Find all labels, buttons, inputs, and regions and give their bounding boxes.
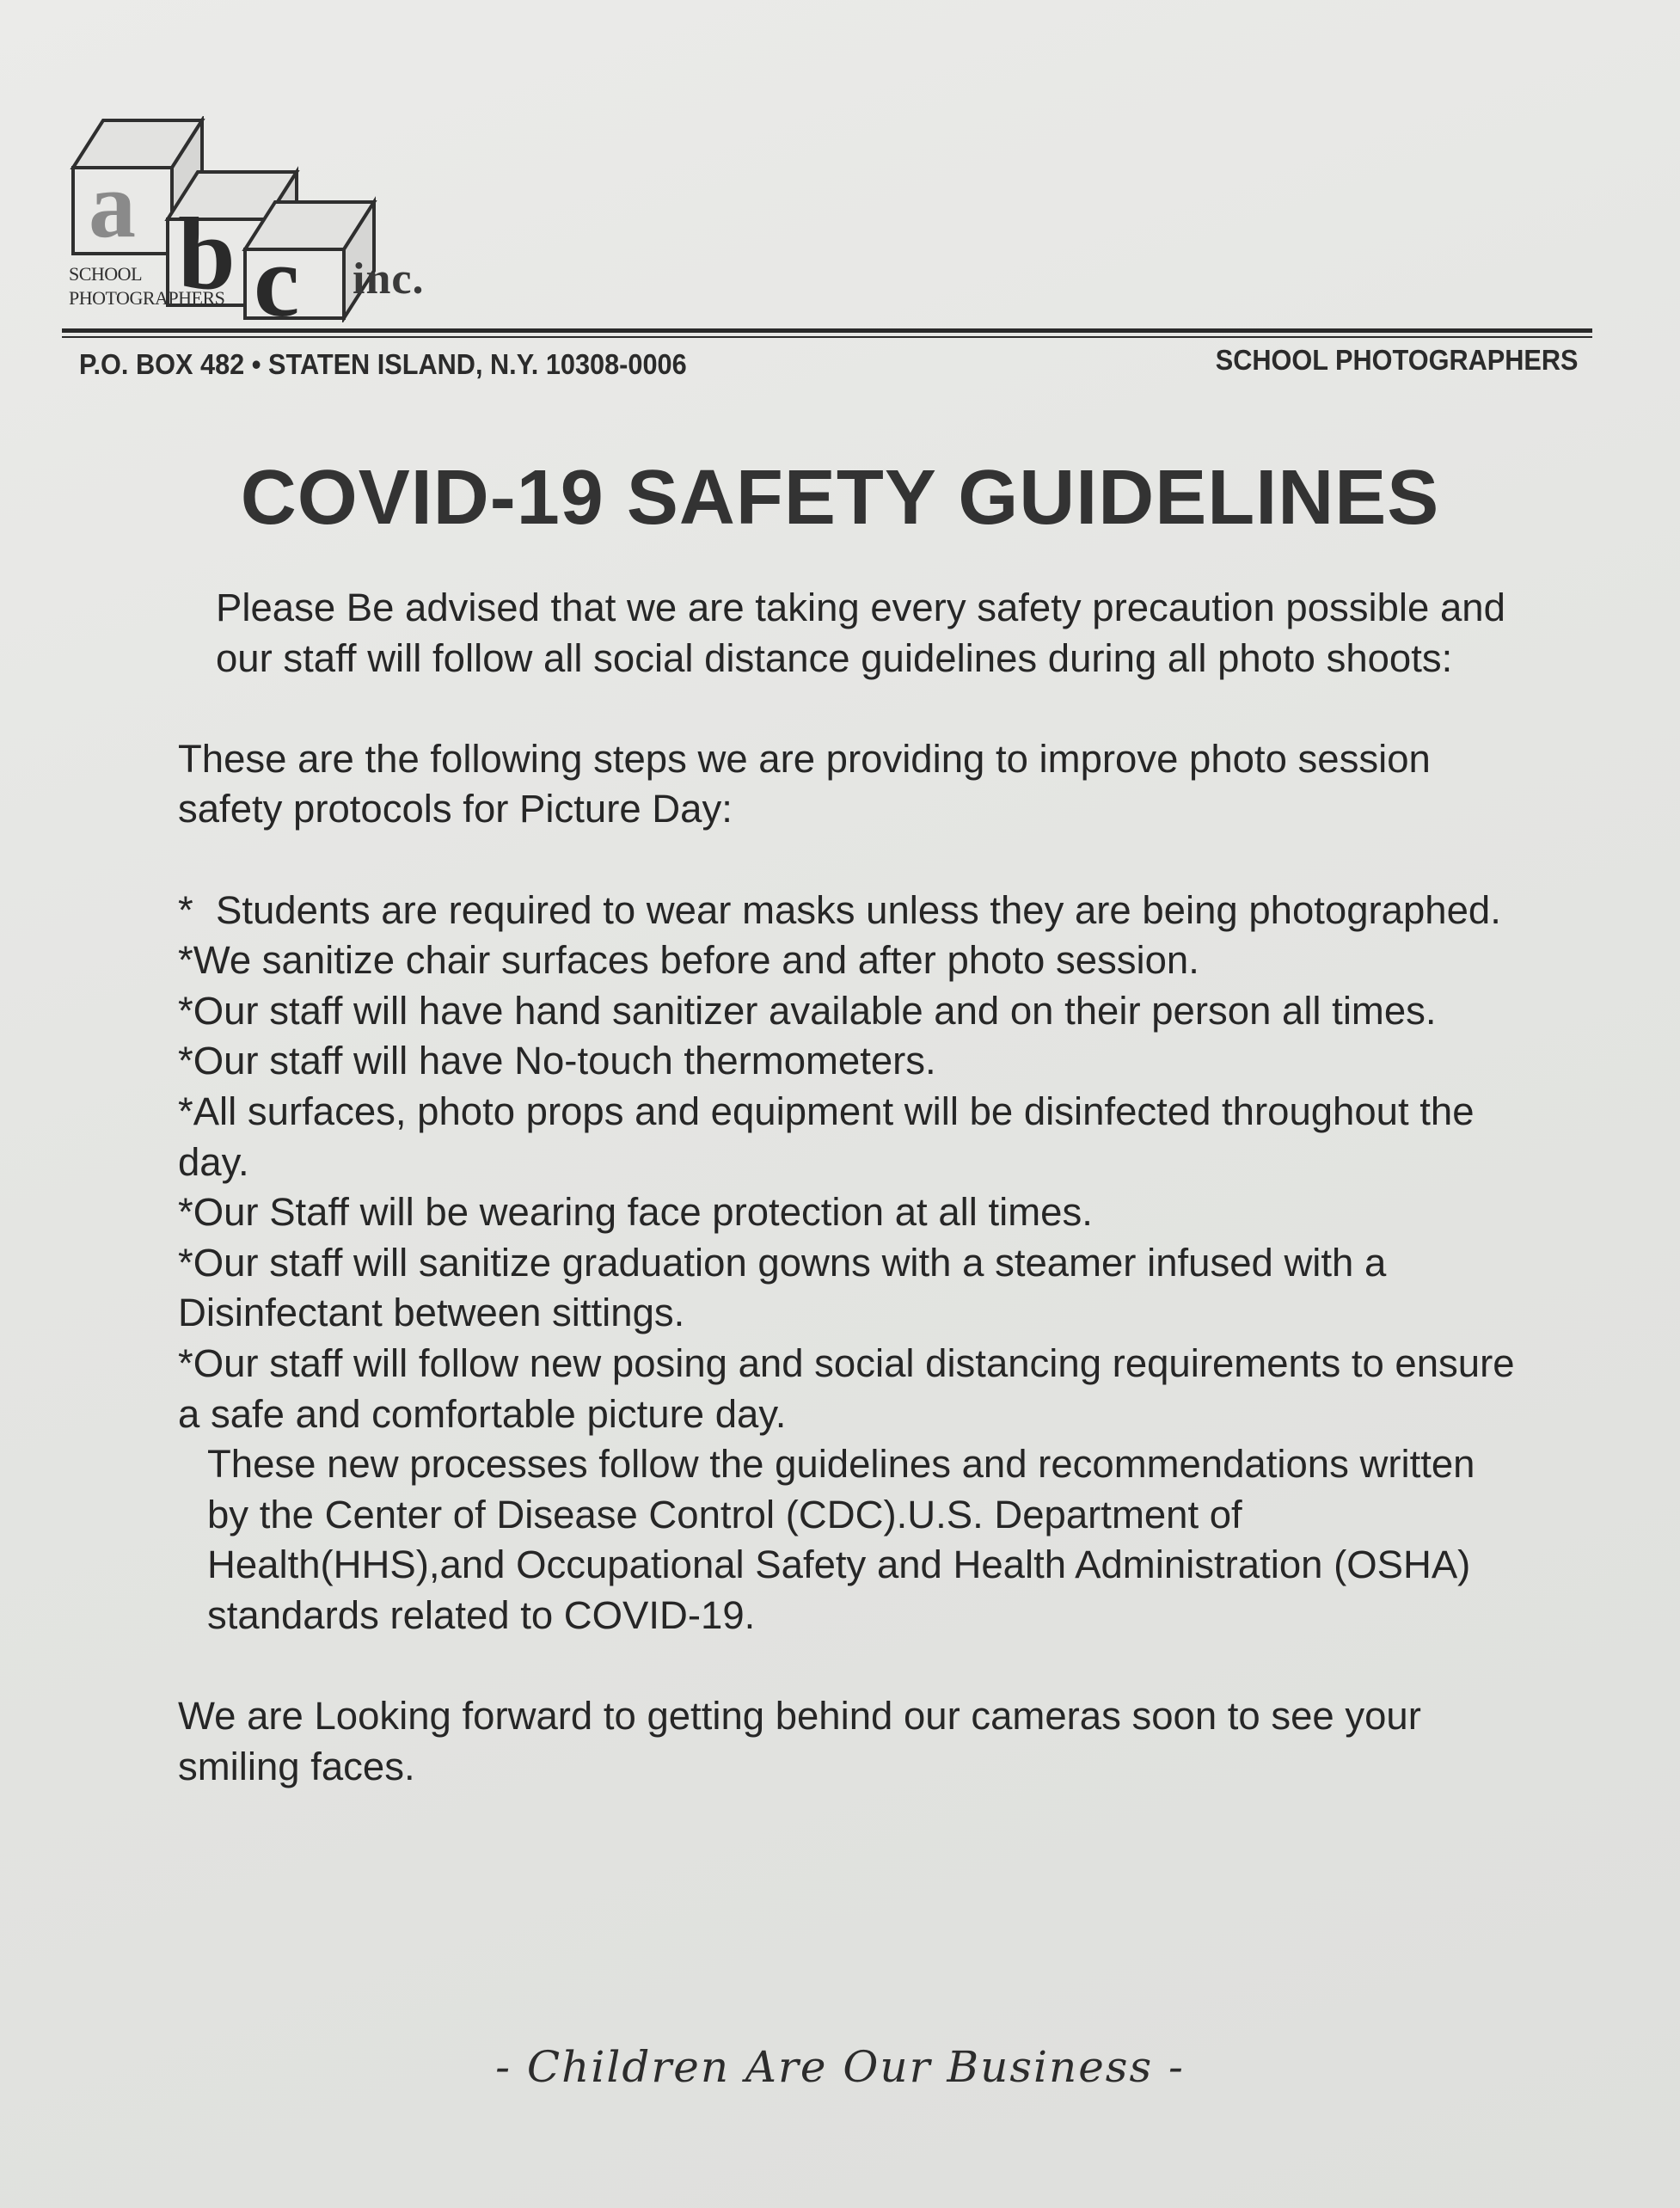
farewell-paragraph: We are Looking forward to getting behind our cameras soon to see your smiling faces. bbox=[178, 1694, 1421, 1788]
logo-tagline-line2: PHOTOGRAPHERS bbox=[69, 287, 225, 309]
list-item: *Our staff will have hand sanitizer available and on their person all times. bbox=[178, 988, 1437, 1033]
logo-letter-a: a bbox=[89, 152, 136, 257]
closing-paragraph: These new processes follow the guidelines and recommendations written by the Center of Disease Control (CDC).U.S. Department of Health(HHS),and Occupational Safety and Health Administration (OSHA) standards related to COVID-19. bbox=[207, 1442, 1475, 1637]
document-body bbox=[178, 583, 1519, 1792]
list-item: *Our staff will sanitize graduation gowns with a steamer infused with a Disinfectant between sittings. bbox=[178, 1240, 1387, 1335]
company-address: P.O. BOX 482 • STATEN ISLAND, N.Y. 10308-0006 bbox=[79, 348, 687, 380]
intro-paragraph: Please Be advised that we are taking every safety precaution possible and our staff will follow all social distance guidelines during all photo shoots: bbox=[216, 586, 1505, 680]
steps-intro-paragraph: These are the following steps we are providing to improve photo session safety protocols for Picture Day: bbox=[178, 736, 1431, 831]
logo-tagline-line1: SCHOOL bbox=[69, 263, 143, 285]
logo-tagline bbox=[69, 262, 224, 310]
list-item: *Our staff will have No-touch thermometers. bbox=[178, 1039, 936, 1083]
company-motto: - Children Are Our Business - bbox=[495, 2042, 1185, 2092]
list-item: *Our staff will follow new posing and social distancing requirements to ensure a safe and comfortable picture day. bbox=[178, 1340, 1515, 1436]
list-item bbox=[178, 886, 1519, 936]
header-rule-thin bbox=[62, 336, 1592, 338]
list-item: *All surfaces, photo props and equipment will be disinfected throughout the day. bbox=[178, 1089, 1475, 1184]
page-title: COVID-19 SAFETY GUIDELINES bbox=[240, 455, 1440, 541]
company-tagline: SCHOOL PHOTOGRAPHERS bbox=[1216, 344, 1579, 376]
list-item-text: Students are required to wear masks unless they are being photographed. bbox=[216, 887, 1501, 932]
logo-letter-b: b bbox=[178, 196, 236, 310]
list-item: *Our Staff will be wearing face protection at all times. bbox=[178, 1190, 1093, 1235]
bullet-star: * bbox=[178, 887, 193, 932]
logo-suffix: inc. bbox=[353, 255, 425, 304]
list-item: *We sanitize chair surfaces before and after photo session. bbox=[178, 938, 1199, 983]
header-rule-thick bbox=[62, 328, 1592, 333]
logo-letter-c: c bbox=[254, 224, 300, 322]
